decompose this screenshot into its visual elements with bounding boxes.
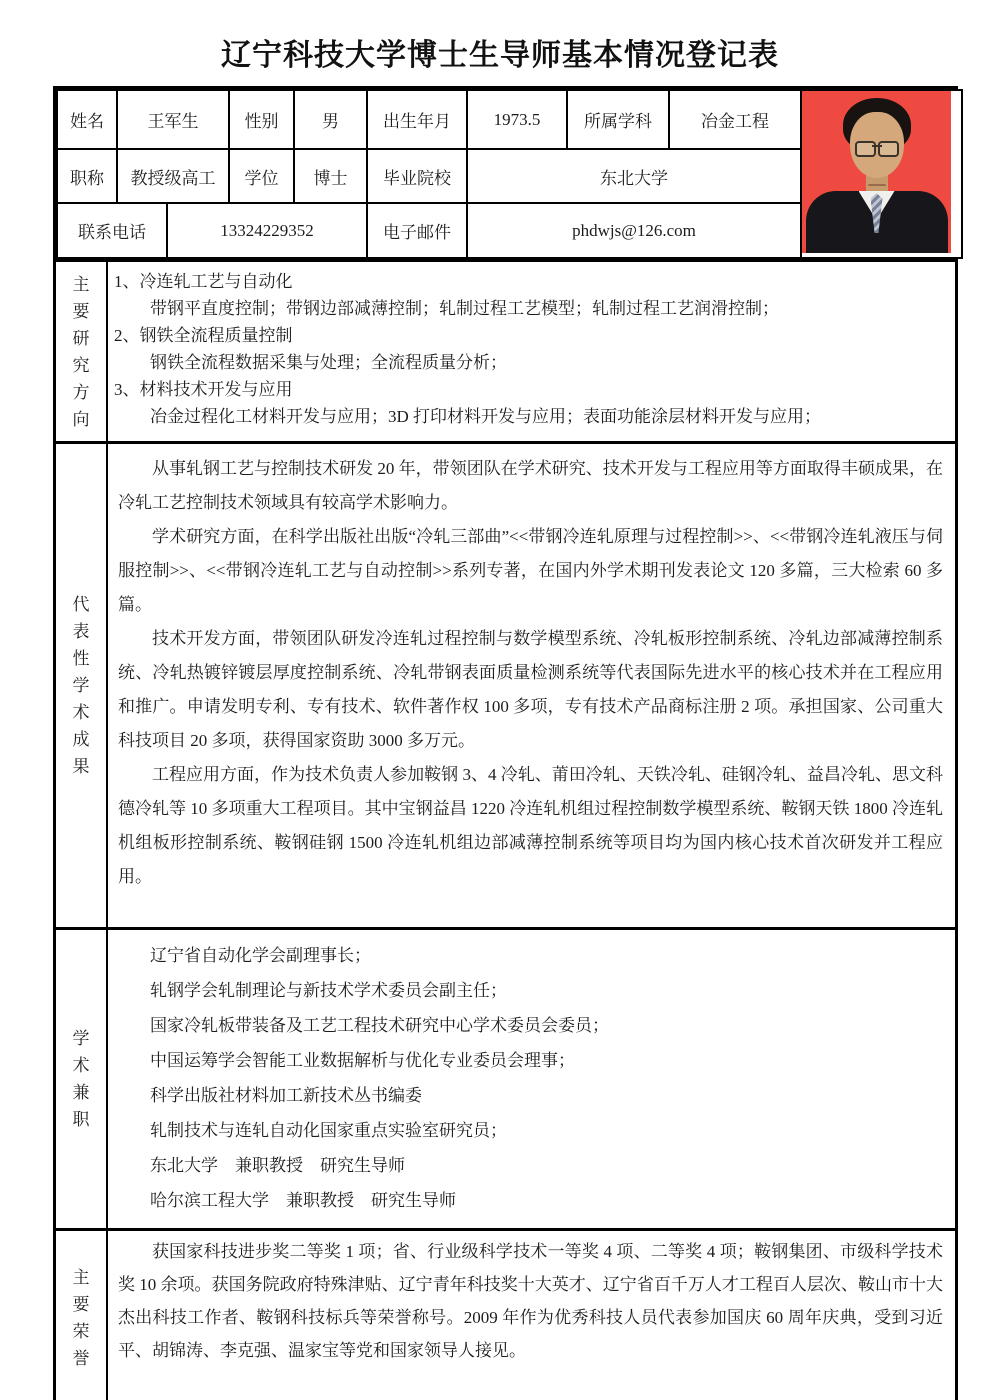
research-item-2-detail: 钢铁全流程数据采集与处理；全流程质量分析；: [150, 353, 507, 372]
achievements-paragraph: 学术研究方面，在科学出版社出版“冷轧三部曲”<<带钢冷连轧原理与过程控制>>、<<带钢冷连轧液压与伺服控制>>、<<带钢冷连轧工艺与自动控制>>系列专著，在国内外学术期刊发表论文 120 多篇，三大检索 60 多篇。: [118, 527, 943, 614]
table-row: [57, 90, 962, 149]
discipline-label: 所属学科: [567, 90, 669, 149]
id-photo-image: [802, 91, 951, 253]
gender-value: 男: [294, 90, 367, 149]
position-item: 辽宁省自动化学会副理事长；: [150, 946, 371, 965]
job-title-label: 职称: [57, 149, 117, 203]
honors-section-label: 主要荣誉: [56, 1231, 108, 1400]
achievements-section-label: 代表性学术成果: [56, 444, 108, 927]
position-item: 东北大学 兼职教授 研究生导师: [150, 1156, 405, 1175]
achievements-paragraph: 技术开发方面，带领团队研发冷连轧过程控制与数学模型系统、冷轧板形控制系统、冷轧边部减薄控制系统、冷轧热镀锌镀层厚度控制系统、冷轧带钢表面质量检测系统等代表国际先进水平的核心技术并在工程应用和推广。申请发明专利、专有技术、软件著作权 100 多项，专有技术产品商标注册 2 项。承担国家、公司重大科技项目 20 多项，获得国家资助 3000 多万元。: [118, 629, 943, 750]
position-item: 哈尔滨工程大学 兼职教授 研究生导师: [150, 1191, 456, 1210]
position-item: 科学出版社材料加工新技术丛书编委: [150, 1086, 422, 1105]
gender-label: 性别: [229, 90, 294, 149]
name-label: 姓名: [57, 90, 117, 149]
section-positions: [56, 927, 955, 1228]
achievements-content: [108, 444, 955, 927]
position-item: 中国运筹学会智能工业数据解析与优化专业委员会理事；: [150, 1051, 575, 1070]
section-honors: [56, 1228, 955, 1400]
degree-label: 学位: [229, 149, 294, 203]
degree-value: 博士: [294, 149, 367, 203]
research-content: [108, 262, 955, 441]
glasses-icon: [854, 141, 900, 154]
email-value: phdwjs@126.com: [467, 203, 801, 258]
achievements-paragraph: 工程应用方面，作为技术负责人参加鞍钢 3、4 冷轧、莆田冷轧、天铁冷轧、硅钢冷轧、益昌冷轧、思文科德冷轧等 10 多项重大工程项目。其中宝钢益昌 1220 冷连轧机组过程控制数学模型系统、鞍钢天铁 1800 冷连轧机组板形控制系统、鞍钢硅钢 1500 冷连轧机组边部减薄控制系统等项目均为国内核心技术首次研发并工程应用。: [118, 765, 943, 886]
id-photo-cell: [801, 90, 962, 258]
research-section-label: 主要研究方向: [56, 262, 108, 441]
research-item-1-detail: 带钢平直度控制；带钢边部减薄控制；轧制过程工艺模型；轧制过程工艺润滑控制；: [150, 299, 779, 318]
positions-section-label: 学术兼职: [56, 930, 108, 1228]
positions-content: [108, 930, 955, 1228]
research-item-1: 1、冷连轧工艺与自动化: [114, 272, 293, 291]
research-item-3: 3、材料技术开发与应用: [114, 380, 293, 399]
section-achievements: [56, 441, 955, 927]
position-item: 轧钢学会轧制理论与新技术学术委员会副主任；: [150, 981, 507, 1000]
phone-label: 联系电话: [57, 203, 167, 258]
position-item: 国家冷轧板带装备及工艺工程技术研究中心学术委员会委员；: [150, 1016, 609, 1035]
birth-value: 1973.5: [467, 90, 567, 149]
phone-value: 13324229352: [167, 203, 367, 258]
discipline-value: 冶金工程: [669, 90, 801, 149]
email-label: 电子邮件: [367, 203, 467, 258]
birth-label: 出生年月: [367, 90, 467, 149]
section-research: [56, 259, 955, 441]
position-item: 轧制技术与连轧自动化国家重点实验室研究员；: [150, 1121, 507, 1140]
job-title-value: 教授级高工: [117, 149, 229, 203]
page-title: 辽宁科技大学博士生导师基本情况登记表: [221, 39, 779, 72]
honors-paragraph: 获国家科技进步奖二等奖 1 项；省、行业级科学技术一等奖 4 项、二等奖 4 项；鞍钢集团、市级科学技术奖 10 余项。获国务院政府特殊津贴、辽宁青年科技奖十大英才、辽宁省百千万人才工程百人层次、鞍山市十大杰出科技工作者、鞍钢科技标兵等荣誉称号。2009 年作为优秀科技人员代表参加国庆 60 周年庆典，受到习近平、胡锦涛、李克强、温家宝等党和国家领导人接见。: [118, 1242, 943, 1360]
honors-content: [108, 1231, 955, 1400]
basic-info-table: [56, 89, 963, 259]
school-label: 毕业院校: [367, 149, 467, 203]
photo-face: [850, 112, 904, 178]
photo-mouth: [868, 184, 886, 186]
achievements-paragraph: 从事轧钢工艺与控制技术研发 20 年，带领团队在学术研究、技术开发与工程应用等方面取得丰硕成果，在冷轧工艺控制技术领域具有较高学术影响力。: [118, 459, 943, 512]
research-item-3-detail: 冶金过程化工材料开发与应用；3D 打印材料开发与应用；表面功能涂层材料开发与应用；: [150, 407, 822, 426]
name-value: 王军生: [117, 90, 229, 149]
form-table: [53, 86, 958, 1400]
research-item-2: 2、钢铁全流程质量控制: [114, 326, 293, 345]
school-value: 东北大学: [467, 149, 801, 203]
